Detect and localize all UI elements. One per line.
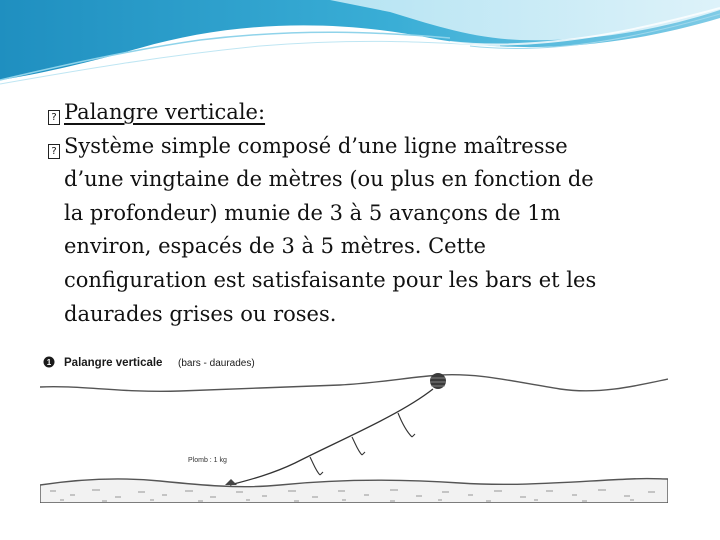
paragraph-text: d’une vingtaine de mètres (ou plus en fonction de (64, 167, 594, 192)
paragraph-text: la profondeur) munie de 3 à 5 avançons de 1m (64, 200, 561, 225)
longline-diagram (40, 345, 668, 503)
paragraph-line (48, 298, 688, 332)
section-title-line (48, 96, 688, 130)
snood-lines (310, 413, 415, 475)
paragraph-line (48, 197, 688, 231)
figure-number: 1 (46, 358, 52, 367)
paragraph-text: environ, espacés de 3 à 5 mètres. Cette (64, 234, 486, 259)
missing-glyph-box-icon: ? (48, 144, 60, 159)
sinker-icon (225, 479, 237, 485)
body-text (48, 96, 688, 331)
header-wave-decoration (0, 0, 720, 90)
section-title: Palangre verticale: (64, 100, 266, 124)
missing-glyph-box-icon: ? (48, 110, 60, 125)
seabed (40, 479, 668, 503)
paragraph-text: Système simple composé d’une ligne maîtresse (64, 133, 568, 158)
paragraph-line (48, 230, 688, 264)
mother-line (230, 389, 433, 485)
diagram-canvas (40, 345, 668, 503)
paragraph-line (48, 163, 688, 197)
paragraph-line (48, 130, 688, 164)
paragraph-text: daurades grises ou roses. (64, 301, 337, 326)
sea-surface-line (40, 375, 668, 392)
paragraph-line (48, 264, 688, 298)
buoy-icon (430, 373, 446, 389)
figure-subtitle: (bars - daurades) (178, 358, 255, 369)
paragraph-text: configuration est satisfaisante pour les bars et les (64, 267, 597, 292)
figure-title: Palangre verticale (64, 357, 163, 369)
weight-label: Plomb : 1 kg (188, 457, 227, 464)
